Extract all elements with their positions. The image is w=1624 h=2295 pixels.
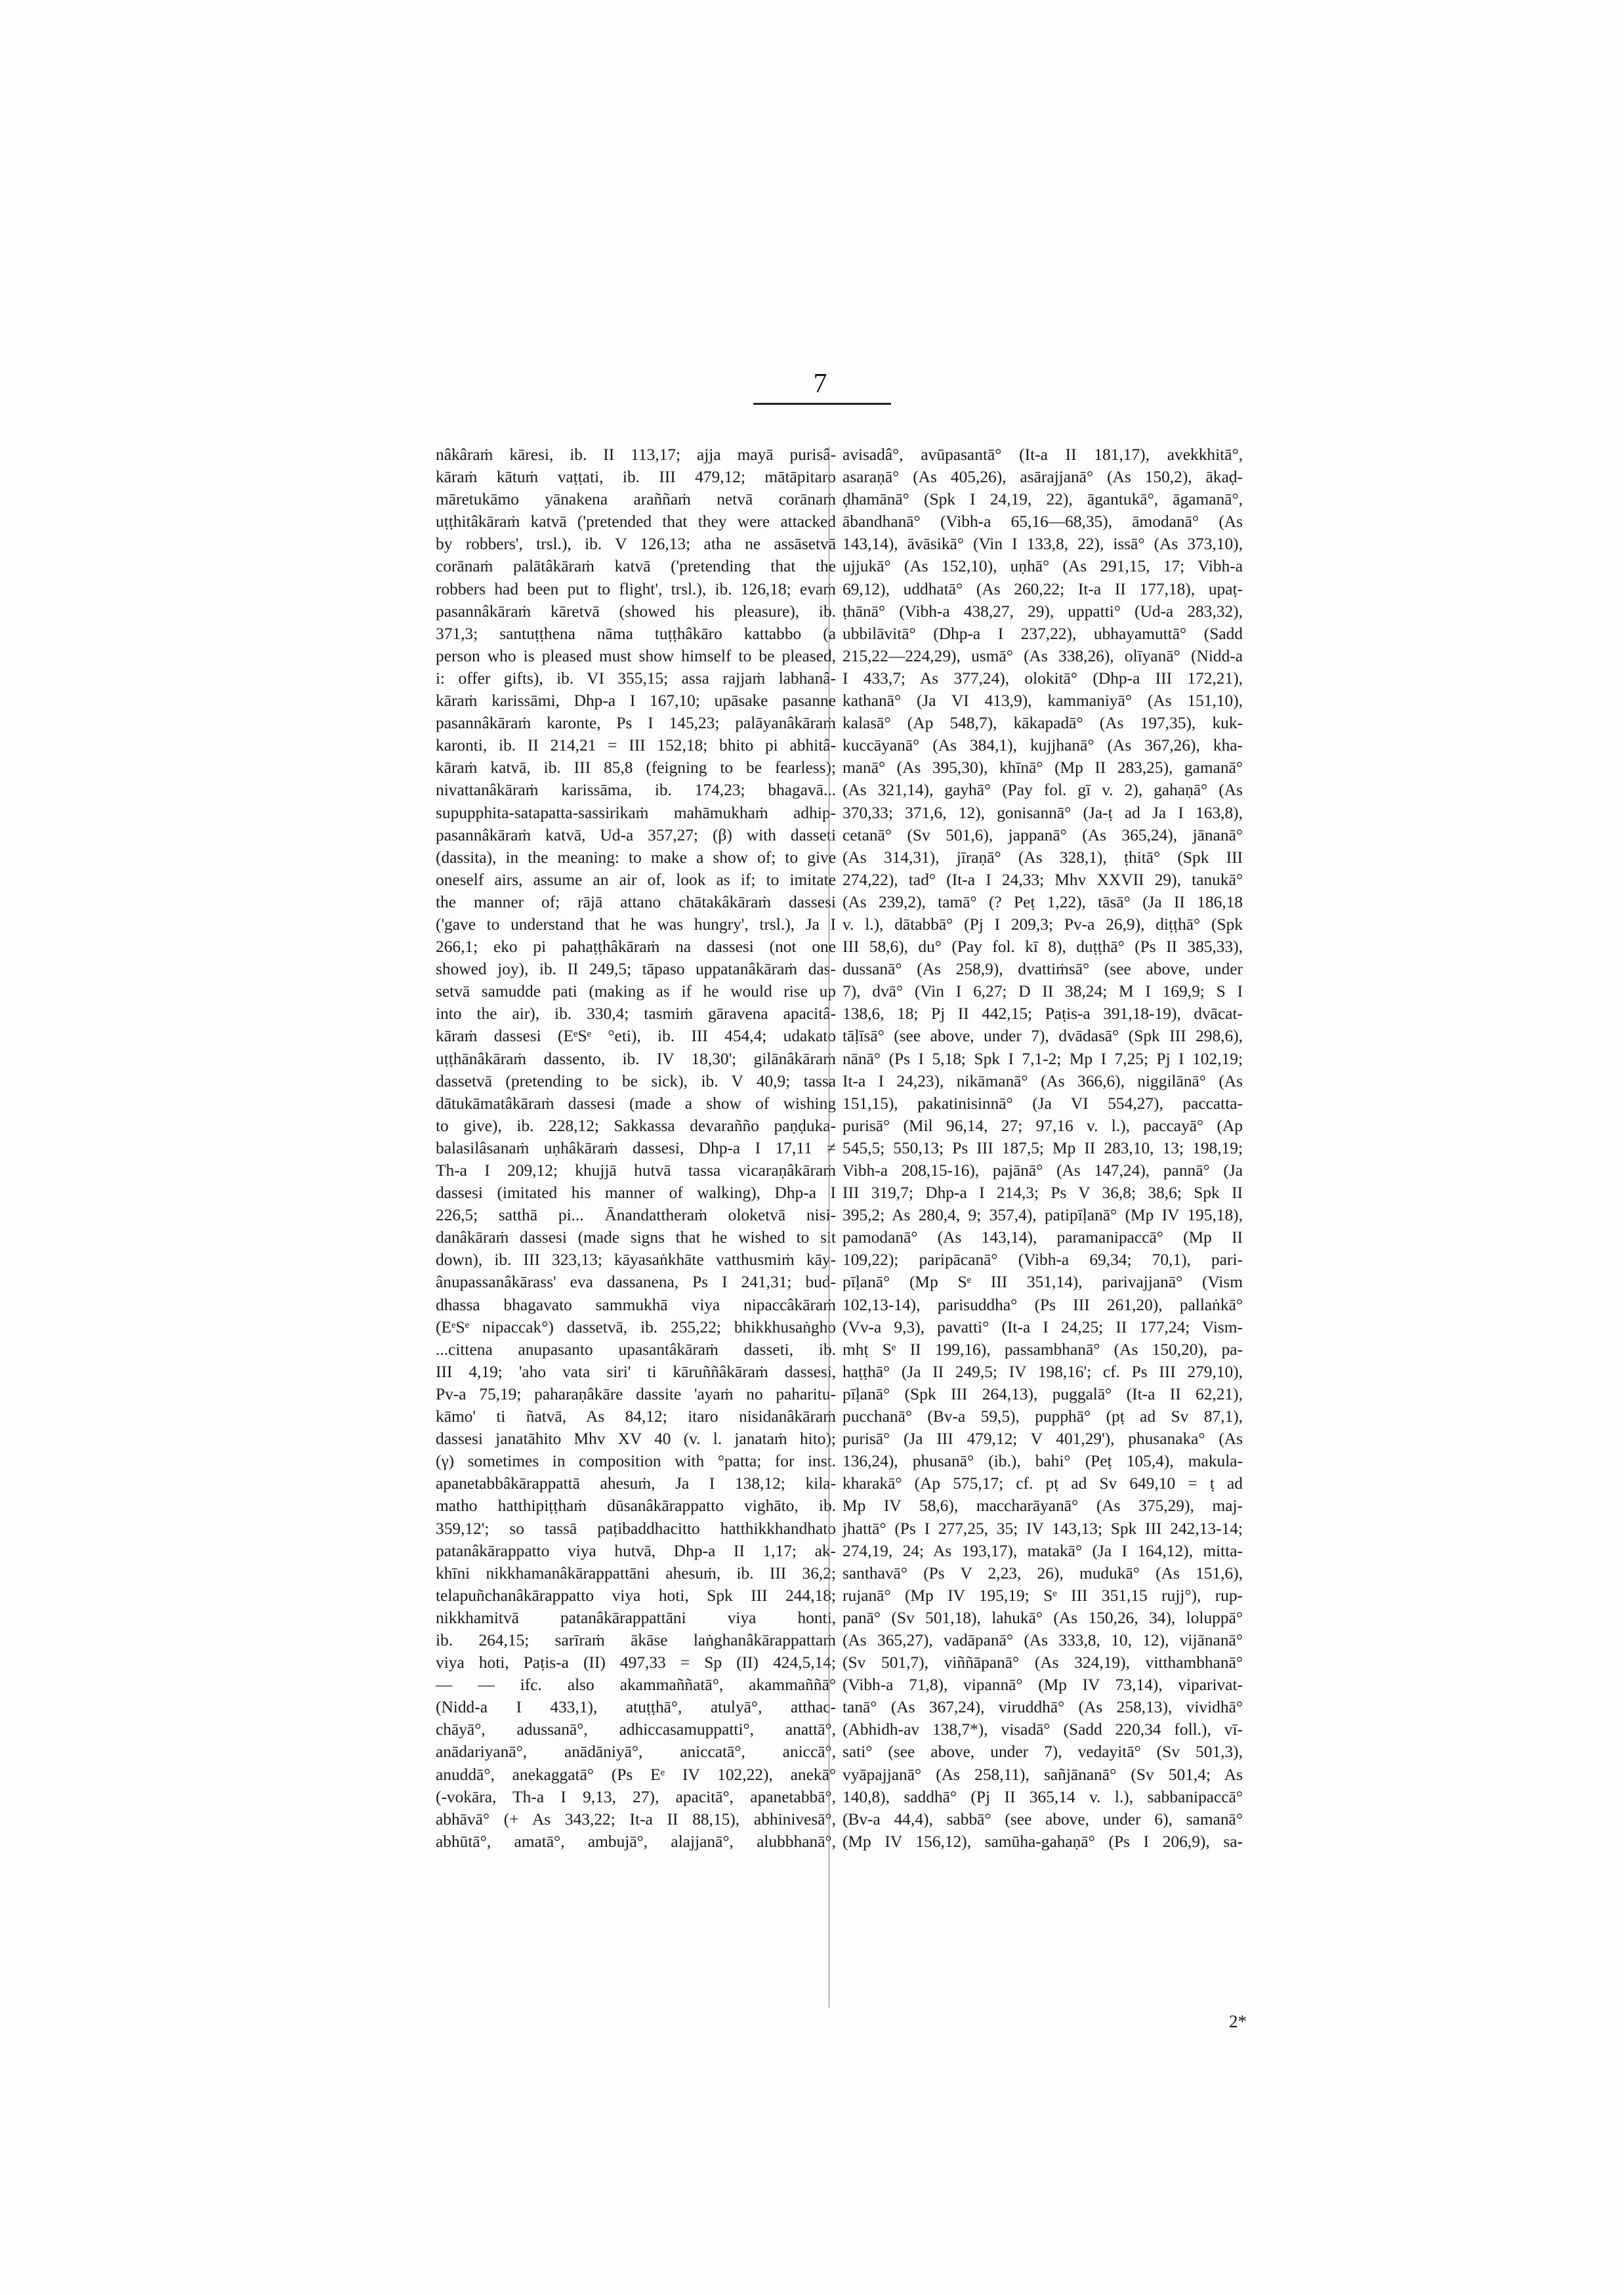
- text-line: i: offer gifts), ib. VI 355,15; assa rajjaṁ labhanâ-: [436, 669, 836, 688]
- text-line: (EᵉSᵉ nipaccak°) dassetvā, ib. 255,22; bhikkhusaṅgho: [436, 1317, 836, 1336]
- text-line: 215,22—224,29), usmā° (As 338,26), olīyanā° (Nidd-a: [843, 646, 1243, 665]
- text-line: dussanā° (As 258,9), dvattiṁsā° (see above, under: [843, 960, 1243, 979]
- text-line: 7), dvā° (Vin I 6,27; D II 38,24; M I 169,9; S I: [843, 982, 1243, 1001]
- text-line: viya hoti, Paṭis-a (II) 497,33 = Sp (II) 424,5,14;: [436, 1653, 836, 1672]
- text-line: abhūtā°, amatā°, ambujā°, alajjanā°, alubbhanā°,: [436, 1832, 836, 1851]
- text-line: Th-a I 209,12; khujjā hutvā tassa vicaraṇâkāraṁ: [436, 1161, 836, 1180]
- text-line: ib. 264,15; sarīraṁ ākāse laṅghanâkārappattaṁ: [436, 1630, 836, 1649]
- text-line: (dassita), in the meaning: to make a show of; to give: [436, 848, 836, 867]
- text-line: purisā° (Ja III 479,12; V 401,29'), phusanaka° (As: [843, 1430, 1243, 1449]
- text-line: v. l.), dātabbā° (Pj I 209,3; Pv-a 26,9), diṭṭhā° (Spk: [843, 915, 1243, 934]
- text-line: kāraṁ karissāmi, Dhp-a I 167,10; upāsake pasanne: [436, 692, 836, 711]
- text-line: santhavā° (Ps V 2,23, 26), mudukā° (As 151,6),: [843, 1563, 1243, 1582]
- text-line: 69,12), uddhatā° (As 260,22; It-a II 177,18), upaṭ-: [843, 579, 1243, 598]
- right-column: [843, 444, 1243, 1853]
- text-line: dassesi janatāhito Mhv XV 40 (v. l. janataṁ hito);: [436, 1430, 836, 1449]
- text-line: (As 321,14), gayhā° (Pay fol. gī v. 2), gahaṇā° (As: [843, 781, 1243, 800]
- page-number: 7: [813, 369, 827, 399]
- text-line: telapuñchanâkārappatto viya hoti, Spk III 244,18;: [436, 1586, 836, 1605]
- text-line: uṭṭhānâkāraṁ dassento, ib. IV 18,30'; gilānâkāraṁ: [436, 1049, 836, 1068]
- text-line: 136,24), phusanā° (ib.), bahi° (Peṭ 105,4), makula-: [843, 1452, 1243, 1471]
- text-line: (As 239,2), tamā° (? Peṭ 1,22), tāsā° (Ja II 186,18: [843, 892, 1243, 911]
- text-line: — — ifc. also akammaññatā°, akammaññā°: [436, 1676, 836, 1695]
- text-line: supupphita-satapatta-sassirikaṁ mahāmukhaṁ adhip-: [436, 803, 836, 822]
- text-line: dassetvā (pretending to be sick), ib. V 40,9; tassa: [436, 1071, 836, 1090]
- page-number-rule: [753, 403, 891, 405]
- text-line: nâkâraṁ kāresi, ib. II 113,17; ajja mayā purisâ-: [436, 445, 836, 464]
- text-line: (Mp IV 156,12), samūha-gahaṇā° (Ps I 206,9), sa-: [843, 1832, 1243, 1851]
- text-line: patanâkārappatto viya hutvā, Dhp-a II 1,17; ak-: [436, 1541, 836, 1560]
- text-line: anādariyanā°, anādāniyā°, aniccatā°, aniccā°,: [436, 1743, 836, 1762]
- text-line: pamodanā° (As 143,14), paramanipaccā° (Mp II: [843, 1228, 1243, 1247]
- text-line: khīni nikkhamanâkārappattāni ahesuṁ, ib. III 36,2;: [436, 1563, 836, 1582]
- text-line: 274,19, 24; As 193,17), matakā° (Ja I 164,12), mitta-: [843, 1541, 1243, 1560]
- text-line: setvā samudde pati (making as if he would rise up: [436, 982, 836, 1001]
- text-line: chāyā°, adussanā°, adhiccasamuppatti°, anattā°,: [436, 1720, 836, 1739]
- text-line: ṭhānā° (Vibh-a 438,27, 29), uppatti° (Ud-a 283,32),: [843, 602, 1243, 621]
- text-line: ābandhanā° (Vibh-a 65,16—68,35), āmodanā° (As: [843, 512, 1243, 531]
- text-line: (As 365,27), vadāpanā° (As 333,8, 10, 12), vijānanā°: [843, 1630, 1243, 1649]
- text-line: panā° (Sv 501,18), lahukā° (As 150,26, 34), loluppā°: [843, 1608, 1243, 1627]
- text-line: 274,22), tad° (It-a I 24,33; Mhv XXVII 29), tanukā°: [843, 870, 1243, 889]
- text-line: III 319,7; Dhp-a I 214,3; Ps V 36,8; 38,6; Spk II: [843, 1184, 1243, 1203]
- text-line: 140,8), saddhā° (Pj II 365,14 v. l.), sabbanipaccā°: [843, 1787, 1243, 1806]
- text-line: kāmo' ti ñatvā, As 84,12; itaro nisidanâkāraṁ: [436, 1407, 836, 1426]
- text-line: 545,5; 550,13; Ps III 187,5; Mp II 283,10, 13; 198,19;: [843, 1138, 1243, 1157]
- text-line: avisadâ°, avūpasantā° (It-a II 181,17), avekkhitā°,: [843, 445, 1243, 464]
- text-line: 359,12'; so tassā paṭibaddhacitto hatthikkhandhato: [436, 1519, 836, 1538]
- text-line: kāraṁ katvā, ib. III 85,8 (feigning to be fearless);: [436, 758, 836, 777]
- text-line: to give), ib. 228,12; Sakkassa devaraññо paṇḍuka-: [436, 1116, 836, 1135]
- text-line: pasannâkāraṁ kāretvā (showed his pleasure), ib.: [436, 602, 836, 621]
- text-line: the manner of; rājā attano chātakâkāraṁ dassesi: [436, 892, 836, 911]
- text-line: showed joy), ib. II 249,5; tāpaso uppatanâkāraṁ das-: [436, 960, 836, 979]
- text-line: (Vv-a 9,3), pavatti° (It-a I 24,25; II 177,24; Vism-: [843, 1317, 1243, 1336]
- text-line: danâkāraṁ dassesi (made signs that he wished to sit: [436, 1228, 836, 1247]
- text-line: robbers had been put to flight', trsl.), ib. 126,18; evaṁ: [436, 579, 836, 598]
- text-line: kathanā° (Ja VI 413,9), kammaniyā° (As 151,10),: [843, 692, 1243, 711]
- text-line: kāraṁ dassesi (EᵉSᵉ °eti), ib. III 454,4; udakato: [436, 1027, 836, 1046]
- text-line: III 4,19; 'aho vata siri' ti kāruññâkāraṁ dassesi,: [436, 1362, 836, 1381]
- text-line: (Vibh-a 71,8), vipannā° (Mp IV 73,14), viparivat-: [843, 1676, 1243, 1695]
- text-line: (-vokāra, Th-a I 9,13, 27), apacitā°, apanetabbā°,: [436, 1787, 836, 1806]
- signature-mark: 2*: [1229, 2012, 1247, 2031]
- text-line: ...cittena anupasanto upasantâkāraṁ dasseti, ib.: [436, 1340, 836, 1359]
- left-column: [436, 444, 836, 1853]
- text-line: by robbers', trsl.), ib. V 126,13; atha ne assāsetvā: [436, 535, 836, 554]
- text-line: 138,6, 18; Pj II 442,15; Paṭis-a 391,18-19), dvācat-: [843, 1004, 1243, 1023]
- text-line: sati° (see above, under 7), vedayitā° (Sv 501,3),: [843, 1743, 1243, 1762]
- text-line: ubbilāvitā° (Dhp-a I 237,22), ubhayamuttā° (Sadd: [843, 624, 1243, 643]
- text-line: ujjukā° (As 152,10), uṇhā° (As 291,15, 17; Vibh-a: [843, 557, 1243, 576]
- text-line: rujanā° (Mp IV 195,19; Sᵉ III 351,15 rujj°), rup-: [843, 1586, 1243, 1605]
- text-line: tāḷīsā° (see above, under 7), dvādasā° (Spk III 298,6),: [843, 1027, 1243, 1046]
- text-line: ḍhamānā° (Spk I 24,19, 22), āgantukā°, āgamanā°,: [843, 490, 1243, 509]
- text-line: nivattanâkāraṁ karissāma, ib. 174,23; bhagavā...: [436, 781, 836, 800]
- text-line: māretukāmo yānakena araññaṁ netvā corānaṁ: [436, 490, 836, 509]
- text-line: (Nidd-a I 433,1), atuṭṭhā°, atulyā°, atthac-: [436, 1698, 836, 1717]
- text-line: (Sv 501,7), viññāpanā° (As 324,19), vitthambhanā°: [843, 1653, 1243, 1672]
- text-line: 151,15), pakatinisinnā° (Ja VI 554,27), paccatta-: [843, 1094, 1243, 1113]
- text-line: corānaṁ palātâkāraṁ katvā ('pretending that the: [436, 557, 836, 576]
- text-line: 143,14), āvāsikā° (Vin I 133,8, 22), issā° (As 373,10),: [843, 535, 1243, 554]
- text-line: (Bv-a 44,4), sabbā° (see above, under 6), samanā°: [843, 1809, 1243, 1829]
- text-line: kuccāyanā° (As 384,1), kujjhanā° (As 367,26), kha-: [843, 736, 1243, 755]
- text-line: 395,2; As 280,4, 9; 357,4), patipīḷanā° (Mp IV 195,18),: [843, 1206, 1243, 1225]
- text-line: balasilâsanaṁ uṇhâkāraṁ dassesi, Dhp-a I 17,11 ≠: [436, 1138, 836, 1157]
- text-line: nikkhamitvā patanâkārappattāni viya honti,: [436, 1608, 836, 1627]
- text-line: 370,33; 371,6, 12), gonisannā° (Ja-ṭ ad Ja I 163,8),: [843, 803, 1243, 822]
- text-line: oneself airs, assume an air of, look as if; to imitate: [436, 870, 836, 889]
- text-line: jhattā° (Ps I 277,25, 35; IV 143,13; Spk III 242,13-14;: [843, 1519, 1243, 1538]
- text-line: 226,5; satthā pi... Ānandattheraṁ oloketvā nisi-: [436, 1206, 836, 1225]
- text-line: Pv-a 75,19; paharaṇâkāre dassite 'ayaṁ no paharitu-: [436, 1384, 836, 1403]
- text-line: tanā° (As 367,24), viruddhā° (As 258,13), vividhā°: [843, 1698, 1243, 1717]
- text-line: Mp IV 58,6), maccharāyanā° (As 375,29), maj-: [843, 1497, 1243, 1516]
- text-line: asaraṇā° (As 405,26), asārajjanā° (As 150,2), ākaḍ-: [843, 468, 1243, 487]
- text-line: pīḷanā° (Spk III 264,13), puggalā° (It-a II 62,21),: [843, 1384, 1243, 1403]
- text-line: pucchanā° (Bv-a 59,5), pupphā° (pṭ ad Sv 87,1),: [843, 1407, 1243, 1426]
- text-line: pasannâkāraṁ karonte, Ps I 145,23; palāyanâkāraṁ: [436, 714, 836, 733]
- text-line: dhassa bhagavato sammukhā viya nipaccâkāraṁ: [436, 1295, 836, 1314]
- text-line: I 433,7; As 377,24), olokitā° (Dhp-a III 172,21),: [843, 669, 1243, 688]
- text-line: haṭṭhā° (Ja II 249,5; IV 198,16'; cf. Ps III 279,10),: [843, 1362, 1243, 1381]
- text-line: pasannâkāraṁ katvā, Ud-a 357,27; (β) with dasseti: [436, 825, 836, 844]
- text-line: ('gave to understand that he was hungry', trsl.), Ja I: [436, 915, 836, 934]
- text-line: pīḷanā° (Mp Sᵉ III 351,14), parivajjanā° (Vism: [843, 1273, 1243, 1292]
- text-line: matho hatthipiṭṭhaṁ dūsanâkārappatto vighāto, ib.: [436, 1497, 836, 1516]
- text-line: manā° (As 395,30), khīnā° (Mp II 283,25), gamanā°: [843, 758, 1243, 777]
- text-line: ânupassanâkārass' eva dassanena, Ps I 241,31; bud-: [436, 1273, 836, 1292]
- text-line: (Abhidh-av 138,7*), visadā° (Sadd 220,34 foll.), vī-: [843, 1720, 1243, 1739]
- text-line: dassesi (imitated his manner of walking), Dhp-a I: [436, 1184, 836, 1203]
- text-line: person who is pleased must show himself to be pleased,: [436, 646, 836, 665]
- text-line: nānā° (Ps I 5,18; Spk I 7,1-2; Mp I 7,25; Pj I 102,19;: [843, 1049, 1243, 1068]
- text-line: 371,3; santuṭṭhena nāma tuṭṭhâkāro kattabbo (a: [436, 624, 836, 643]
- text-line: purisā° (Mil 96,14, 27; 97,16 v. l.), paccayā° (Ap: [843, 1116, 1243, 1135]
- text-line: abhāvā° (+ As 343,22; It-a II 88,15), abhinivesā°,: [436, 1809, 836, 1829]
- text-line: karonti, ib. II 214,21 = III 152,18; bhito pi abhitâ-: [436, 736, 836, 755]
- text-line: down), ib. III 323,13; kāyasaṅkhāte vatthusmiṁ kāy-: [436, 1251, 836, 1270]
- text-line: dātukāmatâkāraṁ dassesi (made a show of wishing: [436, 1094, 836, 1113]
- text-line: 102,13-14), parisuddha° (Ps III 261,20), pallaṅkā°: [843, 1295, 1243, 1314]
- text-line: mhṭ Sᵉ II 199,16), passambhanā° (As 150,20), pa-: [843, 1340, 1243, 1359]
- text-line: It-a I 24,23), nikāmanā° (As 366,6), niggilānā° (As: [843, 1071, 1243, 1090]
- text-line: uṭṭhitâkāraṁ katvā ('pretended that they were attacked: [436, 512, 836, 531]
- text-line: 266,1; eko pi pahaṭṭhâkāraṁ na dassesi (not one: [436, 938, 836, 957]
- text-line: into the air), ib. 330,4; tasmiṁ gāravena apacitâ-: [436, 1004, 836, 1023]
- text-line: anuddā°, anekaggatā° (Ps Eᵉ IV 102,22), anekā°: [436, 1765, 836, 1784]
- text-line: cetanā° (Sv 501,6), jappanā° (As 365,24), jānanā°: [843, 825, 1243, 844]
- text-line: kharakā° (Ap 575,17; cf. pṭ ad Sv 649,10 = ṭ ad: [843, 1474, 1243, 1493]
- text-line: apanetabbâkārappattā ahesuṁ, Ja I 138,12; kila-: [436, 1474, 836, 1493]
- text-line: III 58,6), du° (Pay fol. kī 8), duṭṭhā° (Ps II 385,33),: [843, 938, 1243, 957]
- text-line: Vibh-a 208,15-16), pajānā° (As 147,24), pannā° (Ja: [843, 1161, 1243, 1180]
- text-line: (As 314,31), jīraṇā° (As 328,1), ṭhitā° (Spk III: [843, 848, 1243, 867]
- text-line: kāraṁ kātuṁ vaṭṭati, ib. III 479,12; mātāpitaro: [436, 468, 836, 487]
- text-line: 109,22); paripācanā° (Vibh-a 69,34; 70,1), pari-: [843, 1251, 1243, 1270]
- text-line: kalasā° (Ap 548,7), kākapadā° (As 197,35), kuk-: [843, 714, 1243, 733]
- text-line: vyāpajjanā° (As 258,11), sañjānanā° (Sv 501,4; As: [843, 1765, 1243, 1784]
- text-line: (γ) sometimes in composition with °patta; for inst.: [436, 1452, 836, 1471]
